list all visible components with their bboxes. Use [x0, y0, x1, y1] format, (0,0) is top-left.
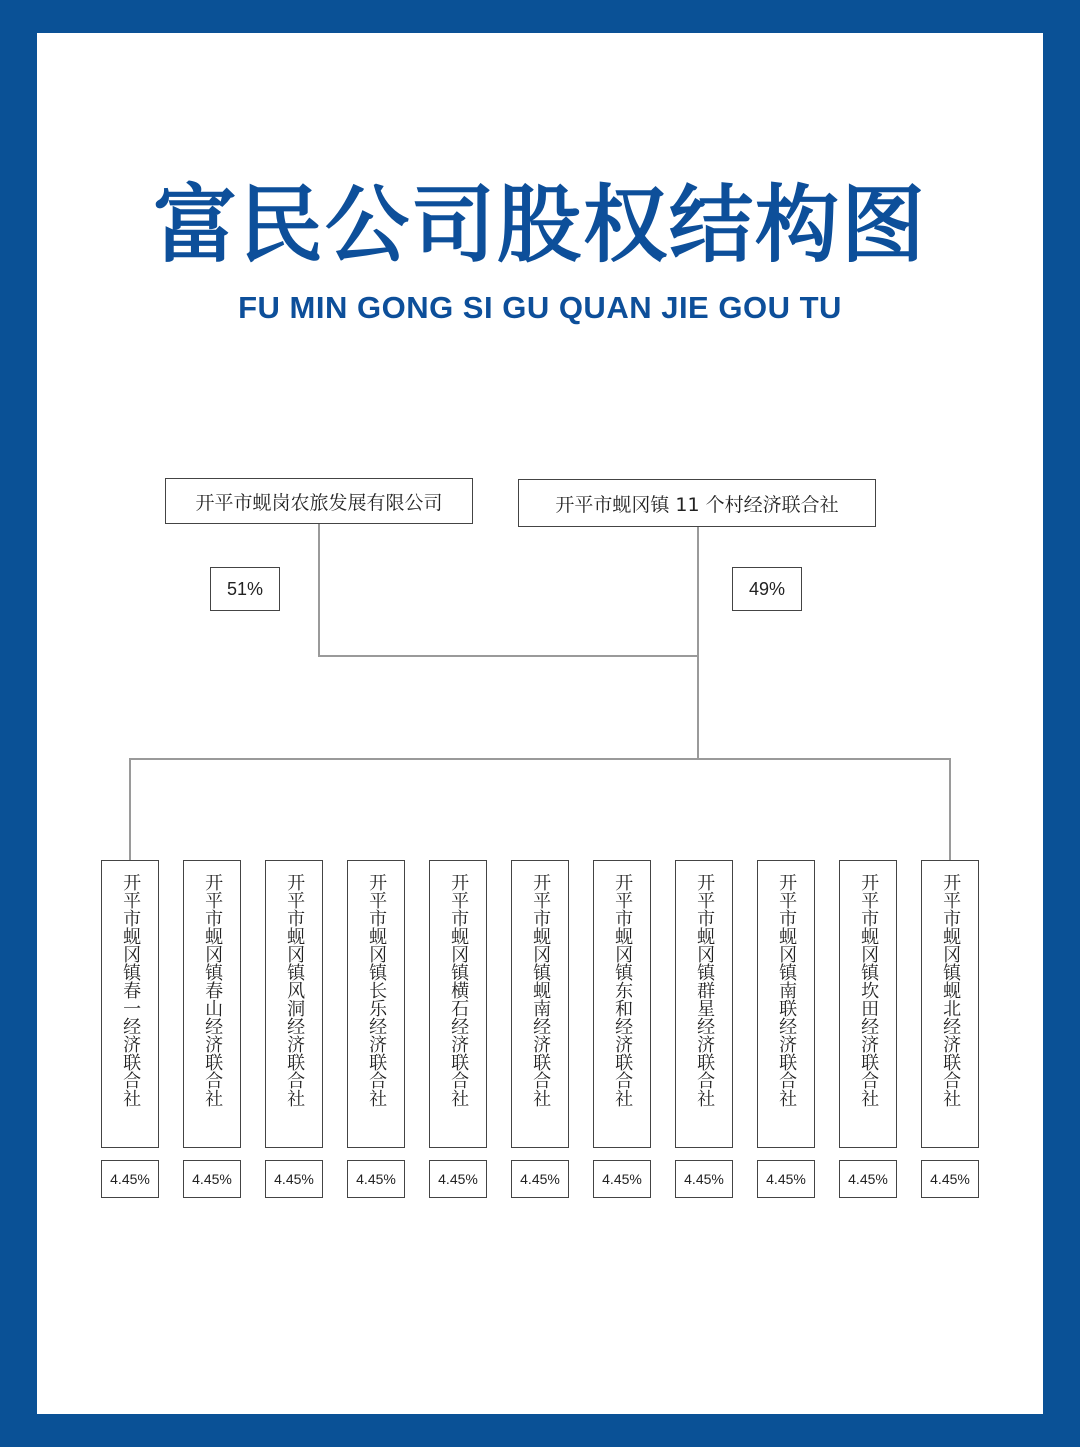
subsidiary-share-badge: 4.45% — [511, 1160, 569, 1198]
subsidiary-name: 开平市蚬冈镇东和经济联合社 — [612, 873, 634, 1107]
chart-subtitle: FU MIN GONG SI GU QUAN JIE GOU TU — [238, 290, 842, 325]
subsidiary-box — [265, 860, 323, 1148]
connector-owners-join — [318, 655, 699, 657]
connector-owner2-down — [697, 526, 699, 759]
subsidiary-name: 开平市蚬冈镇春山经济联合社 — [202, 873, 224, 1107]
owner-box-villages — [518, 479, 876, 527]
subsidiary-box — [183, 860, 241, 1148]
subsidiary-share-badge: 4.45% — [675, 1160, 733, 1198]
subsidiary-share-badge: 4.45% — [183, 1160, 241, 1198]
subsidiary-box — [347, 860, 405, 1148]
subsidiary-name: 开平市蚬冈镇群星经济联合社 — [694, 873, 716, 1107]
connector-subsidiary-bus — [129, 758, 951, 760]
subsidiary-name: 开平市蚬冈镇坎田经济联合社 — [858, 873, 880, 1107]
subsidiary-share-badge: 4.45% — [921, 1160, 979, 1198]
subsidiary-name: 开平市蚬冈镇春一经济联合社 — [120, 873, 142, 1107]
connector-bus-left-drop — [129, 758, 131, 861]
owner-name: 开平市蚬岗农旅发展有限公司 — [195, 491, 443, 514]
subsidiary-share-badge: 4.45% — [101, 1160, 159, 1198]
subsidiary-box — [511, 860, 569, 1148]
subsidiary-share-badge: 4.45% — [757, 1160, 815, 1198]
subsidiary-box — [921, 860, 979, 1148]
subsidiary-share-badge: 4.45% — [839, 1160, 897, 1198]
subsidiary-share-badge: 4.45% — [265, 1160, 323, 1198]
connector-bus-right-drop — [949, 758, 951, 861]
subsidiary-box — [839, 860, 897, 1148]
owner-share-badge: 51% — [210, 567, 280, 611]
subsidiary-name: 开平市蚬冈镇南联经济联合社 — [776, 873, 798, 1107]
subsidiary-name: 开平市蚬冈镇横石经济联合社 — [448, 873, 470, 1107]
subsidiary-box — [593, 860, 651, 1148]
subsidiary-box — [429, 860, 487, 1148]
subsidiary-name: 开平市蚬冈镇蚬南经济联合社 — [530, 873, 552, 1107]
owner-box-company — [165, 478, 473, 524]
chart-title: 富民公司股权结构图 — [152, 176, 927, 274]
subsidiary-box — [675, 860, 733, 1148]
owner-name: 开平市蚬冈镇 11 个村经济联合社 — [555, 493, 839, 516]
subsidiary-name: 开平市蚬冈镇风洞经济联合社 — [284, 873, 306, 1107]
subsidiary-share-badge: 4.45% — [593, 1160, 651, 1198]
subsidiary-name: 开平市蚬冈镇蚬北经济联合社 — [940, 873, 962, 1107]
subsidiary-share-badge: 4.45% — [347, 1160, 405, 1198]
owner-share-badge: 49% — [732, 567, 802, 611]
subsidiary-share-badge: 4.45% — [429, 1160, 487, 1198]
subsidiary-box — [101, 860, 159, 1148]
connector-owner1-down — [318, 523, 320, 656]
subsidiary-name: 开平市蚬冈镇长乐经济联合社 — [366, 873, 388, 1107]
subsidiary-box — [757, 860, 815, 1148]
